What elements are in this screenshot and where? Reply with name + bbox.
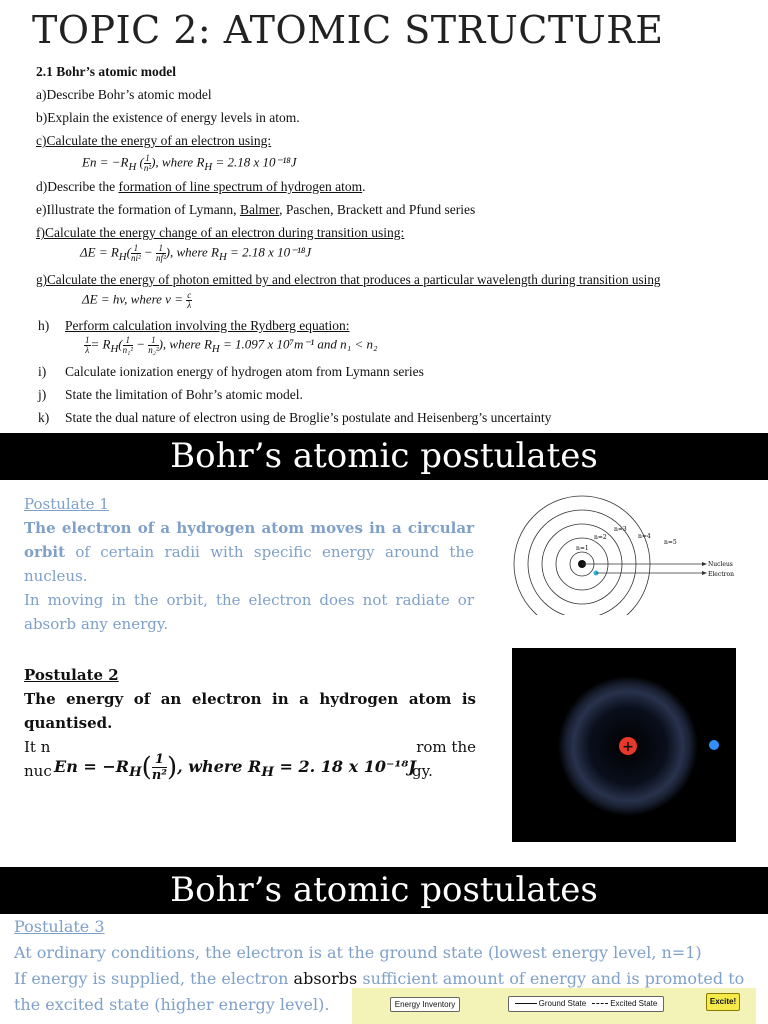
postulate-1-line-3: nucleus. <box>24 567 88 585</box>
postulate-3-heading: Postulate 3 <box>14 917 105 936</box>
objective-d: d)Describe the formation of line spectrum of hydrogen atom. <box>36 179 366 194</box>
hydrogen-atom-image <box>512 648 736 842</box>
postulate-1-heading: Postulate 1 <box>24 495 109 513</box>
ground-state-line-icon <box>515 1003 537 1004</box>
postulate-1-line-2: orbit of certain radii with specific energy around the <box>24 543 474 561</box>
objective-c: c)Calculate the energy of an electron using: <box>36 133 272 148</box>
postulate-2-heading: Postulate 2 <box>24 666 119 684</box>
label-n3: n=3 <box>614 526 627 533</box>
equation-energy: $En = -R_H$ ( $\frac{1}{\text{n²}}$ ), where $R_H = 2.18$ x 10⁻¹⁸J <box>82 153 297 174</box>
section-banner-1: Bohr’s atomic postulates <box>0 433 768 480</box>
objective-h: Perform calculation involving the Rydberg equation: <box>65 318 350 333</box>
equation-photon: ΔE = hv, where v = $\frac{c}{\lambda}$ <box>82 290 192 310</box>
label-electron: Electron <box>708 571 734 578</box>
label-n1: n=1 <box>576 545 589 552</box>
label-n2: n=2 <box>594 534 607 541</box>
objective-g: g)Calculate the energy of photon emitted by and electron that produces a particular wavelength during transition using <box>36 272 661 287</box>
objective-h-marker: h) <box>38 318 50 333</box>
orbit-ring-5 <box>514 496 650 615</box>
postulate-1-line-4: In moving in the orbit, the electron does not radiate or <box>24 591 474 609</box>
objective-b: b)Explain the existence of energy levels in atom. <box>36 110 300 125</box>
objective-k-marker: k) <box>38 410 50 425</box>
excite-button[interactable]: Excite! <box>706 993 740 1011</box>
energy-inventory-button[interactable]: Energy Inventory <box>390 997 460 1012</box>
postulate-2-line-1: The energy of an electron in a hydrogen atom is <box>24 690 476 708</box>
label-n5: n=5 <box>664 539 677 546</box>
energy-equation-overlay: $En = -R_H$( $\frac{1}{\text{n²}}$ ), where $R_H = 2$. 18 x 10⁻¹⁸J <box>54 745 398 789</box>
simulation-control-bar <box>352 988 756 1024</box>
postulate-3-line-1: At ordinary conditions, the electron is at the ground state (lowest energy level, n=1) <box>14 943 702 962</box>
postulate-1-line-1: The electron of a hydrogen atom moves in a circular <box>24 519 474 537</box>
section-banner-2: Bohr’s atomic postulates <box>0 867 768 914</box>
postulate-1-line-5: absorb any energy. <box>24 615 169 633</box>
objective-j-marker: j) <box>38 387 47 402</box>
objective-i-marker: i) <box>38 364 47 379</box>
objective-i: Calculate ionization energy of hydrogen atom from Lymann series <box>65 364 424 379</box>
state-legend: Ground State Excited State <box>508 996 664 1012</box>
label-nucleus: Nucleus <box>708 561 733 568</box>
bohr-orbit-diagram <box>512 493 740 615</box>
postulate-3-line-2: If energy is supplied, the electron absorbs sufficient amount of energy and is promoted to <box>14 969 745 988</box>
section-heading: 2.1 Bohr’s atomic model <box>36 64 176 79</box>
equation-rydberg: $\frac{1}{\lambda}$ = $R_H$( $\frac{1}{\text{n₁²}}$ − $\frac{1}{\text{n₂²}}$ ), where $R_H = 1.097$ x 10⁷m⁻¹ and n₁ < n₂ <box>85 335 378 356</box>
postulate-1 <box>24 492 474 636</box>
objective-k: State the dual nature of electron using de Broglie’s postulate and Heisenberg’s uncertainty <box>65 410 552 425</box>
objective-j: State the limitation of Bohr’s atomic model. <box>65 387 303 402</box>
page-title: TOPIC 2: ATOMIC STRUCTURE <box>32 8 664 52</box>
objective-a: a)Describe Bohr’s atomic model <box>36 87 212 102</box>
postulate-2-line-4: nuc gy. <box>24 762 433 780</box>
objective-e: e)Illustrate the formation of Lymann, Balmer, Paschen, Brackett and Pfund series <box>36 202 476 217</box>
nucleus-plus: + <box>622 739 634 755</box>
electron-icon <box>709 740 719 750</box>
excited-state-dash-icon <box>592 1003 608 1004</box>
label-n4: n=4 <box>638 533 651 540</box>
objective-f: f)Calculate the energy change of an electron during transition using: <box>36 225 405 240</box>
postulate-2-line-2: quantised. <box>24 714 113 732</box>
postulate-2-line-3: It n rom the <box>24 738 476 756</box>
postulate-3-line-3: the excited state (higher energy level). <box>14 995 330 1014</box>
equation-energy-change: $\Delta E = R_H$( $\frac{1}{\text{ni²}}$ − $\frac{1}{\text{nf²}}$ ), where $R_H = 2.18$ x 10⁻¹⁸J <box>80 243 312 264</box>
